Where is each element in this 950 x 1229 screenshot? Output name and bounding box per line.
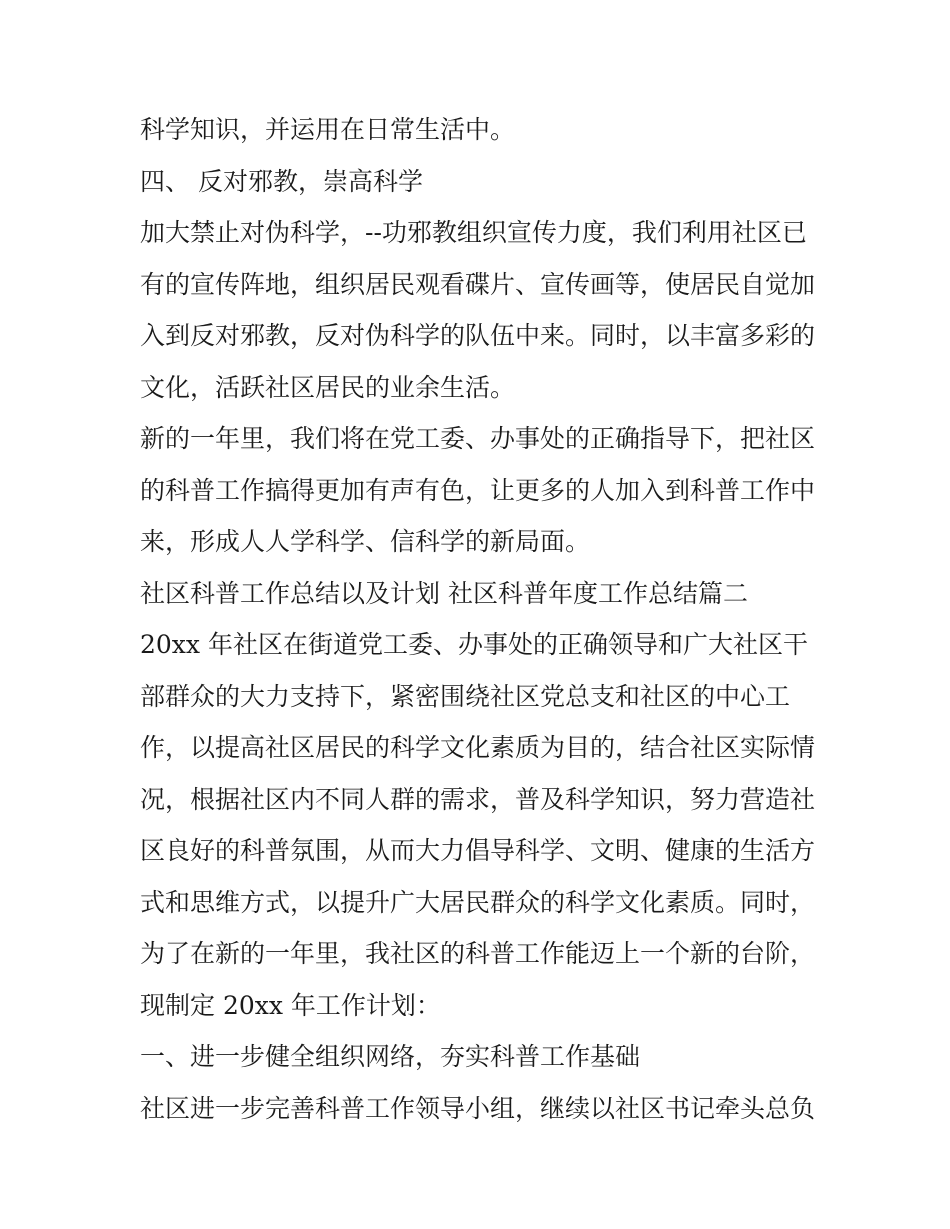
text-line-8: 的科普工作搞得更加有声有色，让更多的人加入到科普工作中: [140, 475, 816, 505]
section-heading-1: 一、进一步健全组织网络，夯实科普工作基础: [140, 1042, 641, 1071]
article-title-part-2: 社区科普工作总结以及计划 社区科普年度工作总结篇二: [140, 578, 748, 608]
section-heading-4: 四、 反对邪教，崇高科学: [140, 166, 423, 196]
text-line-3: 加大禁止对伪科学，--功邪教组织宣传力度，我们利用社区已: [140, 218, 807, 247]
text-line-13: 作，以提高社区居民的科学文化素质为目的，结合社区实际情: [140, 733, 816, 762]
text-line-5: 入到反对邪教，反对伪科学的队伍中来。同时，以丰富多彩的: [140, 321, 816, 350]
text-line-17: 为了在新的一年里，我社区的科普工作能迈上一个新的台阶，: [140, 939, 816, 968]
text-line-7: 新的一年里，我们将在党工委、办事处的正确指导下，把社区: [140, 424, 816, 453]
text-line-14: 况，根据社区内不同人群的需求，普及科学知识，努力营造社: [140, 784, 816, 814]
text-line-9: 来，形成人人学科学、信科学的新局面。: [140, 527, 591, 556]
text-line-11: 20xx 年社区在街道党工委、办事处的正确领导和广大社区干: [140, 630, 808, 659]
document-body: [140, 104, 820, 1134]
text-line-20: 社区进一步完善科普工作领导小组，继续以社区书记牵头总负: [140, 1093, 816, 1123]
text-line-15: 区良好的科普氛围，从而大力倡导科学、文明、健康的生活方: [140, 836, 816, 865]
text-line-18: 现制定 20xx 年工作计划：: [140, 990, 441, 1020]
text-line-6: 文化，活跃社区居民的业余生活。: [140, 372, 516, 402]
text-line-1: 科学知识，并运用在日常生活中。: [140, 115, 516, 144]
text-line-16: 式和思维方式，以提升广大居民群众的科学文化素质。同时，: [140, 887, 816, 917]
text-line-4: 有的宣传阵地，组织居民观看碟片、宣传画等，使居民自觉加: [140, 269, 816, 299]
text-line-12: 部群众的大力支持下，紧密围绕社区党总支和社区的中心工: [140, 681, 791, 711]
